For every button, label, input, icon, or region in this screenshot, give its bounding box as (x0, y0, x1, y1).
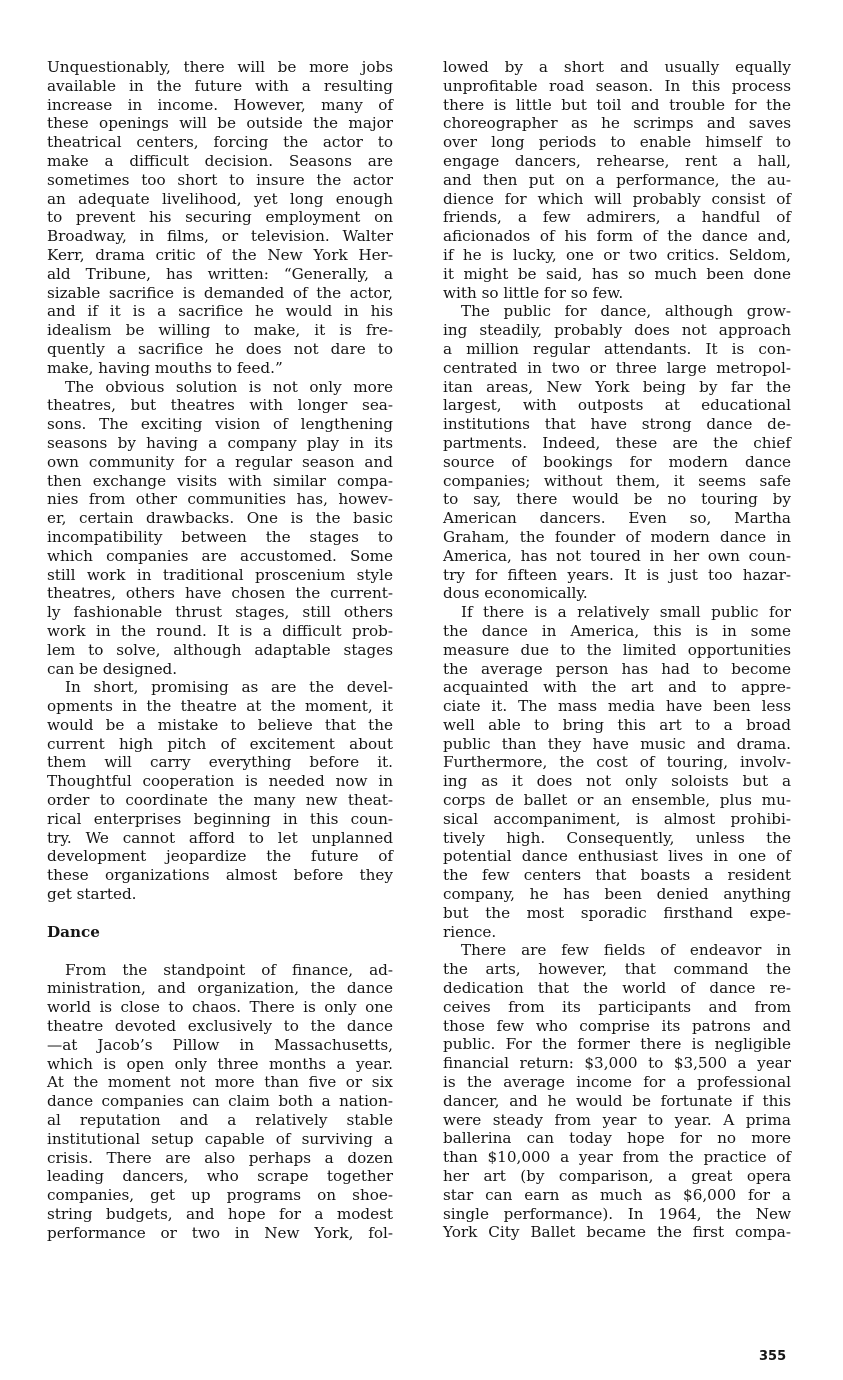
text-line: with so little for so few. (443, 283, 624, 302)
text-line: dancer, and he would be fortunate if this (443, 1091, 791, 1110)
text-line: dedication that the world of dance re- (443, 979, 791, 998)
text-line: engage dancers, rehearse, rent a hall, (443, 151, 791, 170)
text-line: aficionados of his form of the dance and, (443, 227, 791, 246)
text-line: still work in traditional proscenium style (47, 565, 393, 584)
text-line: is the average income for a professional (443, 1073, 791, 1092)
text-line: them will carry everything before it. (47, 753, 393, 772)
text-line: an adequate livelihood, yet long enough (47, 189, 393, 208)
text-line: world is close to chaos. There is only one (47, 998, 393, 1017)
text-line: ministration, and organization, the dance (47, 979, 393, 998)
text-line: but the most sporadic firsthand expe- (443, 903, 791, 922)
text-line: largest, with outposts at educational (443, 396, 791, 415)
text-line: well able to bring this art to a broad (443, 715, 791, 734)
text-line: public than they have music and drama. (443, 734, 791, 753)
text-line: acquainted with the art and to appre- (443, 678, 791, 697)
text-line: unprofitable road season. In this process (443, 76, 791, 95)
text-line: development jeopardize the future of (47, 847, 393, 866)
text-line: ald Tribune, has written: “Generally, a (47, 264, 393, 283)
text-line: over long periods to enable himself to (443, 133, 791, 152)
text-line: Unquestionably, there will be more jobs (47, 58, 393, 76)
text-line: were steady from year to year. A prima (443, 1110, 791, 1129)
text-line: sizable sacrifice is demanded of the actor, (47, 283, 393, 302)
text-line: Graham, the founder of modern dance in (443, 527, 791, 546)
text-line: and then put on a performance, the au- (443, 170, 791, 189)
text-line: those few who comprise its patrons and (443, 1016, 791, 1035)
text-line: friends, a few admirers, a handful of (443, 208, 791, 227)
text-line: choreographer as he scrimps and saves (443, 114, 791, 133)
text-line: American dancers. Even so, Martha (443, 509, 791, 528)
text-line: Kerr, drama critic of the New York Her- (47, 245, 393, 264)
text-line: ing steadily, probably does not approach (443, 321, 791, 340)
text-line: available in the future with a resulting (47, 76, 393, 95)
text-line: seasons by having a company play in its (47, 433, 393, 452)
text-line: Broadway, in films, or television. Walter (47, 227, 393, 246)
text-line: try. We cannot afford to let unplanned (47, 828, 393, 847)
text-line: it might be said, has so much been done (443, 264, 791, 283)
text-line: centrated in two or three large metropol- (443, 358, 791, 377)
text-line: leading dancers, who scrape together (47, 1167, 393, 1186)
text-line: which is open only three months a year. (47, 1054, 393, 1073)
text-line: nies from other communities has, howev- (47, 490, 393, 509)
text-line: own community for a regular season and (47, 452, 393, 471)
text-line: America, has not toured in her own coun- (443, 546, 791, 565)
text-line: incompatibility between the stages to (47, 527, 393, 546)
text-line: financial return: $3,000 to $3,500 a year (443, 1054, 791, 1073)
text-line: theatres, others have chosen the current- (47, 584, 393, 603)
text-line: If there is a relatively small public for (461, 603, 791, 622)
text-line: At the moment not more than five or six (47, 1073, 393, 1092)
section-heading-dance: Dance (47, 922, 100, 941)
text-line: The obvious solution is not only more (65, 377, 393, 396)
text-line: York City Ballet became the first compa- (443, 1223, 791, 1242)
text-line: theatrical centers, forcing the actor to (47, 133, 393, 152)
text-line: the few centers that boasts a resident (443, 866, 791, 885)
text-line: company, he has been denied anything (443, 885, 791, 904)
text-line: sons. The exciting vision of lengthening (47, 415, 393, 434)
text-line: partments. Indeed, these are the chief (443, 433, 791, 452)
text-line: institutions that have strong dance de- (443, 415, 791, 434)
text-line: source of bookings for modern dance (443, 452, 791, 471)
text-line: ceives from its participants and from (443, 997, 791, 1016)
text-line: ballerina can today hope for no more (443, 1129, 791, 1148)
text-line: potential dance enthusiast lives in one of (443, 847, 791, 866)
text-line: than $10,000 a year from the practice of (443, 1148, 791, 1167)
text-line: quently a sacrifice he does not dare to (47, 339, 393, 358)
text-line: Furthermore, the cost of touring, involv- (443, 753, 791, 772)
text-line: The public for dance, although grow- (461, 302, 791, 321)
text-line: order to coordinate the many new theat- (47, 791, 393, 810)
text-line: rience. (443, 922, 497, 941)
text-line: tively high. Consequently, unless the (443, 828, 791, 847)
text-line: would be a mistake to believe that the (47, 715, 393, 734)
text-line: increase in income. However, many of (47, 95, 393, 114)
text-line: current high pitch of excitement about (47, 734, 393, 753)
text-line: public. For the former there is negligible (443, 1035, 791, 1054)
text-line: the average person has had to become (443, 659, 791, 678)
text-line: there is little but toil and trouble for the (443, 95, 791, 114)
text-line: and if it is a sacrifice he would in his (47, 302, 393, 321)
text-line: which companies are accustomed. Some (47, 546, 393, 565)
text-line: ciate it. The mass media have been less (443, 697, 791, 716)
text-line: the arts, however, that command the (443, 960, 791, 979)
text-line: corps de ballet or an ensemble, plus mu- (443, 791, 791, 810)
text-line: single performance). In 1964, the New (443, 1204, 791, 1223)
page-number: 355 (759, 1349, 787, 1364)
text-line: her art (by comparison, a great opera (443, 1167, 791, 1186)
text-line: opments in the theatre at the moment, it (47, 697, 393, 716)
text-line: ing as it does not only soloists but a (443, 772, 791, 791)
text-line: itan areas, New York being by far the (443, 377, 791, 396)
text-line: lowed by a short and usually equally (443, 58, 791, 76)
text-line: institutional setup capable of surviving a (47, 1129, 393, 1148)
text-line: then exchange visits with similar compa- (47, 471, 393, 490)
text-line: theatre devoted exclusively to the dance (47, 1017, 393, 1036)
text-line: er, certain drawbacks. One is the basic (47, 509, 393, 528)
text-line: lem to solve, although adaptable stages (47, 640, 393, 659)
text-line: can be designed. (47, 659, 178, 678)
text-line: make, having mouths to feed.” (47, 358, 283, 377)
text-line: sometimes too short to insure the actor (47, 170, 393, 189)
text-line: work in the round. It is a difficult prob- (47, 621, 393, 640)
text-line: There are few fields of endeavor in (461, 941, 791, 960)
text-line: In short, promising as are the devel- (65, 678, 393, 697)
text-line: —at Jacob’s Pillow in Massachusetts, (47, 1035, 393, 1054)
text-line: performance or two in New York, fol- (47, 1223, 393, 1242)
text-line: companies; without them, it seems safe (443, 471, 791, 490)
text-line: try for fifteen years. It is just too hazar- (443, 565, 791, 584)
text-line: rical enterprises beginning in this coun- (47, 809, 393, 828)
text-line: star can earn as much as $6,000 for a (443, 1185, 791, 1204)
text-line: companies, get up programs on shoe- (47, 1186, 393, 1205)
text-line: idealism be willing to make, it is fre- (47, 321, 393, 340)
text-line: these openings will be outside the major (47, 114, 393, 133)
text-line: crisis. There are also perhaps a dozen (47, 1148, 393, 1167)
text-line: dance companies can claim both a nation- (47, 1092, 393, 1111)
text-line: string budgets, and hope for a modest (47, 1205, 393, 1224)
text-line: dous economically. (443, 584, 588, 603)
right-column (443, 58, 791, 1242)
text-line: ly fashionable thrust stages, still others (47, 603, 393, 622)
text-line: dience for which will probably consist of (443, 189, 791, 208)
text-line: the dance in America, this is in some (443, 621, 791, 640)
text-line: sical accompaniment, is almost prohibi- (443, 809, 791, 828)
text-line: a million regular attendants. It is con- (443, 339, 791, 358)
text-line: measure due to the limited opportunities (443, 640, 791, 659)
text-line: to prevent his securing employment on (47, 208, 393, 227)
text-line: if he is lucky, one or two critics. Seldom, (443, 245, 791, 264)
text-line: Thoughtful cooperation is needed now in (47, 772, 393, 791)
dance-section-text (47, 961, 393, 1243)
left-column (47, 58, 393, 1243)
text-line: From the standpoint of finance, ad- (65, 960, 393, 979)
text-line: these organizations almost before they (47, 866, 393, 885)
text-line: to say, there would be no touring by (443, 490, 791, 509)
text-line: al reputation and a relatively stable (47, 1111, 393, 1130)
text-line: theatres, but theatres with longer sea- (47, 396, 393, 415)
text-line: get started. (47, 885, 137, 904)
left-text-block (47, 58, 393, 904)
text-line: make a difficult decision. Seasons are (47, 151, 393, 170)
